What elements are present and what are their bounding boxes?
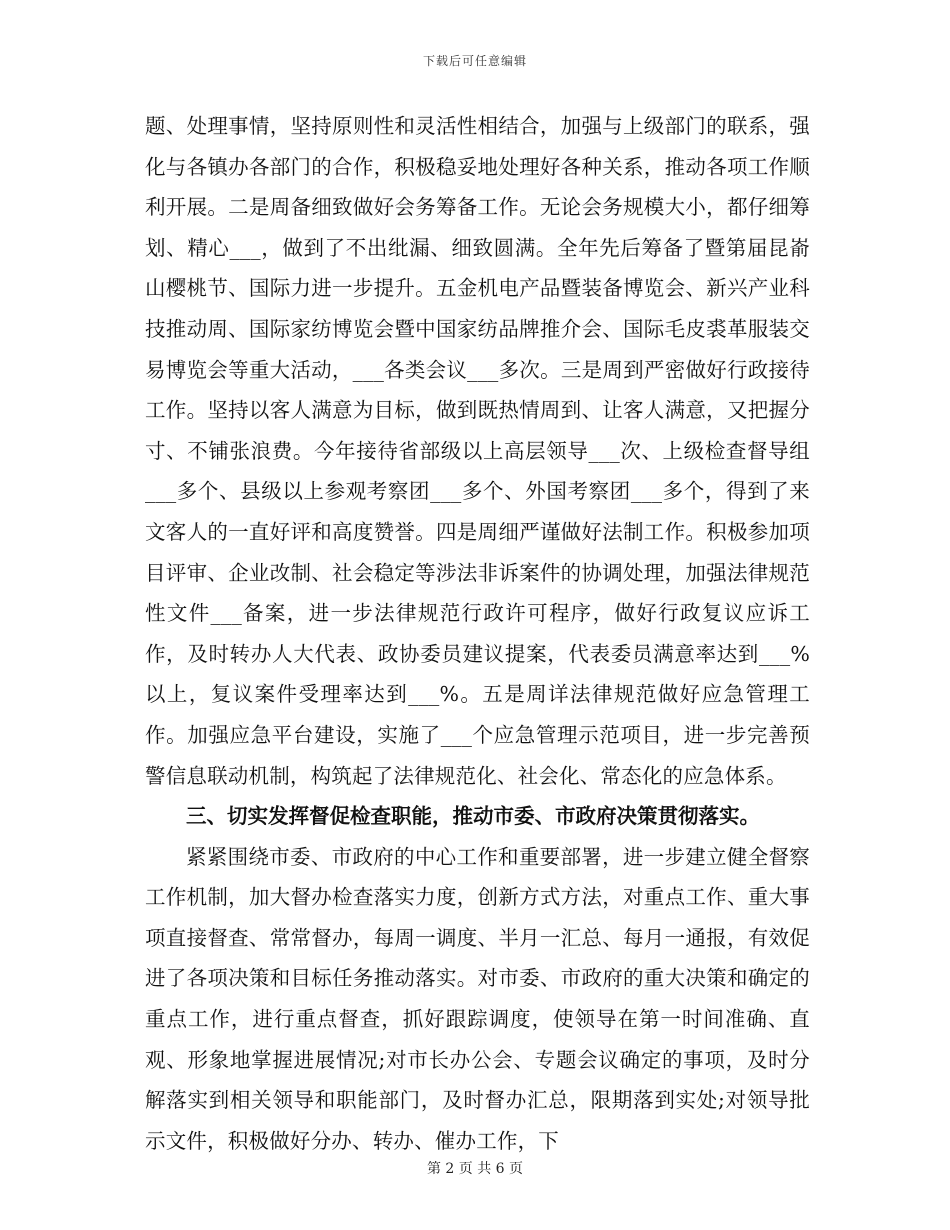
page-header: 下载后可任意编辑 <box>422 54 527 68</box>
paragraph-continuation: 题、处理事情，坚持原则性和灵活性相结合，加强与上级部门的联系，强化与各镇办各部门的合作，积极稳妥地处理好各种关系，推动各项工作顺利开展。二是周备细致做好会务筹备工作。无论会务规模大小，都仔细筹划、精心___，做到了不出纰漏、细致圆满。全年先后筹备了暨第届昆嵛山樱桃节、国际力进一步提升。五金机电产品暨装备博览会、新兴产业科技推动周、国际家纺博览会暨中国家纺品牌推介会、国际毛皮裘革服装交易博览会等重大活动，___各类会议___多次。三是周到严密做好行政接待工作。坚持以客人满意为目标，做到既热情周到、让客人满意，又把握分寸、不铺张浪费。今年接待省部级以上高层领导___次、上级检查督导组___多个、县级以上参观考察团___多个、外国考察团___多个，得到了来文客人的一直好评和高度赞誉。四是周细严谨做好法制工作。积极参加项目评审、企业改制、社会稳定等涉法非诉案件的协调处理，加强法律规范性文件___备案，进一步法律规范行政许可程序，做好行政复议应诉工作，及时转办人大代表、政协委员建议提案，代表委员满意率达到___%以上，复议案件受理率达到___%。五是周详法律规范做好应急管理工作。加强应急平台建设，实施了___个应急管理示范项目，进一步完善预警信息联动机制，构筑起了法律规范化、社会化、常态化的应急体系。 <box>145 114 810 788</box>
page-number: 第 2 页 共 6 页 <box>426 1161 524 1177</box>
document-body <box>145 106 810 1161</box>
section-heading: 三、切实发挥督促检查职能，推动市委、市政府决策贯彻落实。 <box>186 804 760 829</box>
paragraph-supervision: 紧紧围绕市委、市政府的中心工作和重要部署，进一步建立健全督察工作机制，加大督办检查落实力度，创新方式方法，对重点工作、重大事项直接督查、常常督办，每周一调度、半月一汇总、每月一通报，有效促进了各项决策和目标任务推动落实。对市委、市政府的重大决策和确定的重点工作，进行重点督查，抓好跟踪调度，使领导在第一时间准确、直观、形象地掌握进展情况;对市长办公会、专题会议确定的事项，及时分解落实到相关领导和职能部门，及时督办汇总，限期落到实处;对领导批示文件，积极做好分办、转办、催办工作，下 <box>145 844 810 1153</box>
